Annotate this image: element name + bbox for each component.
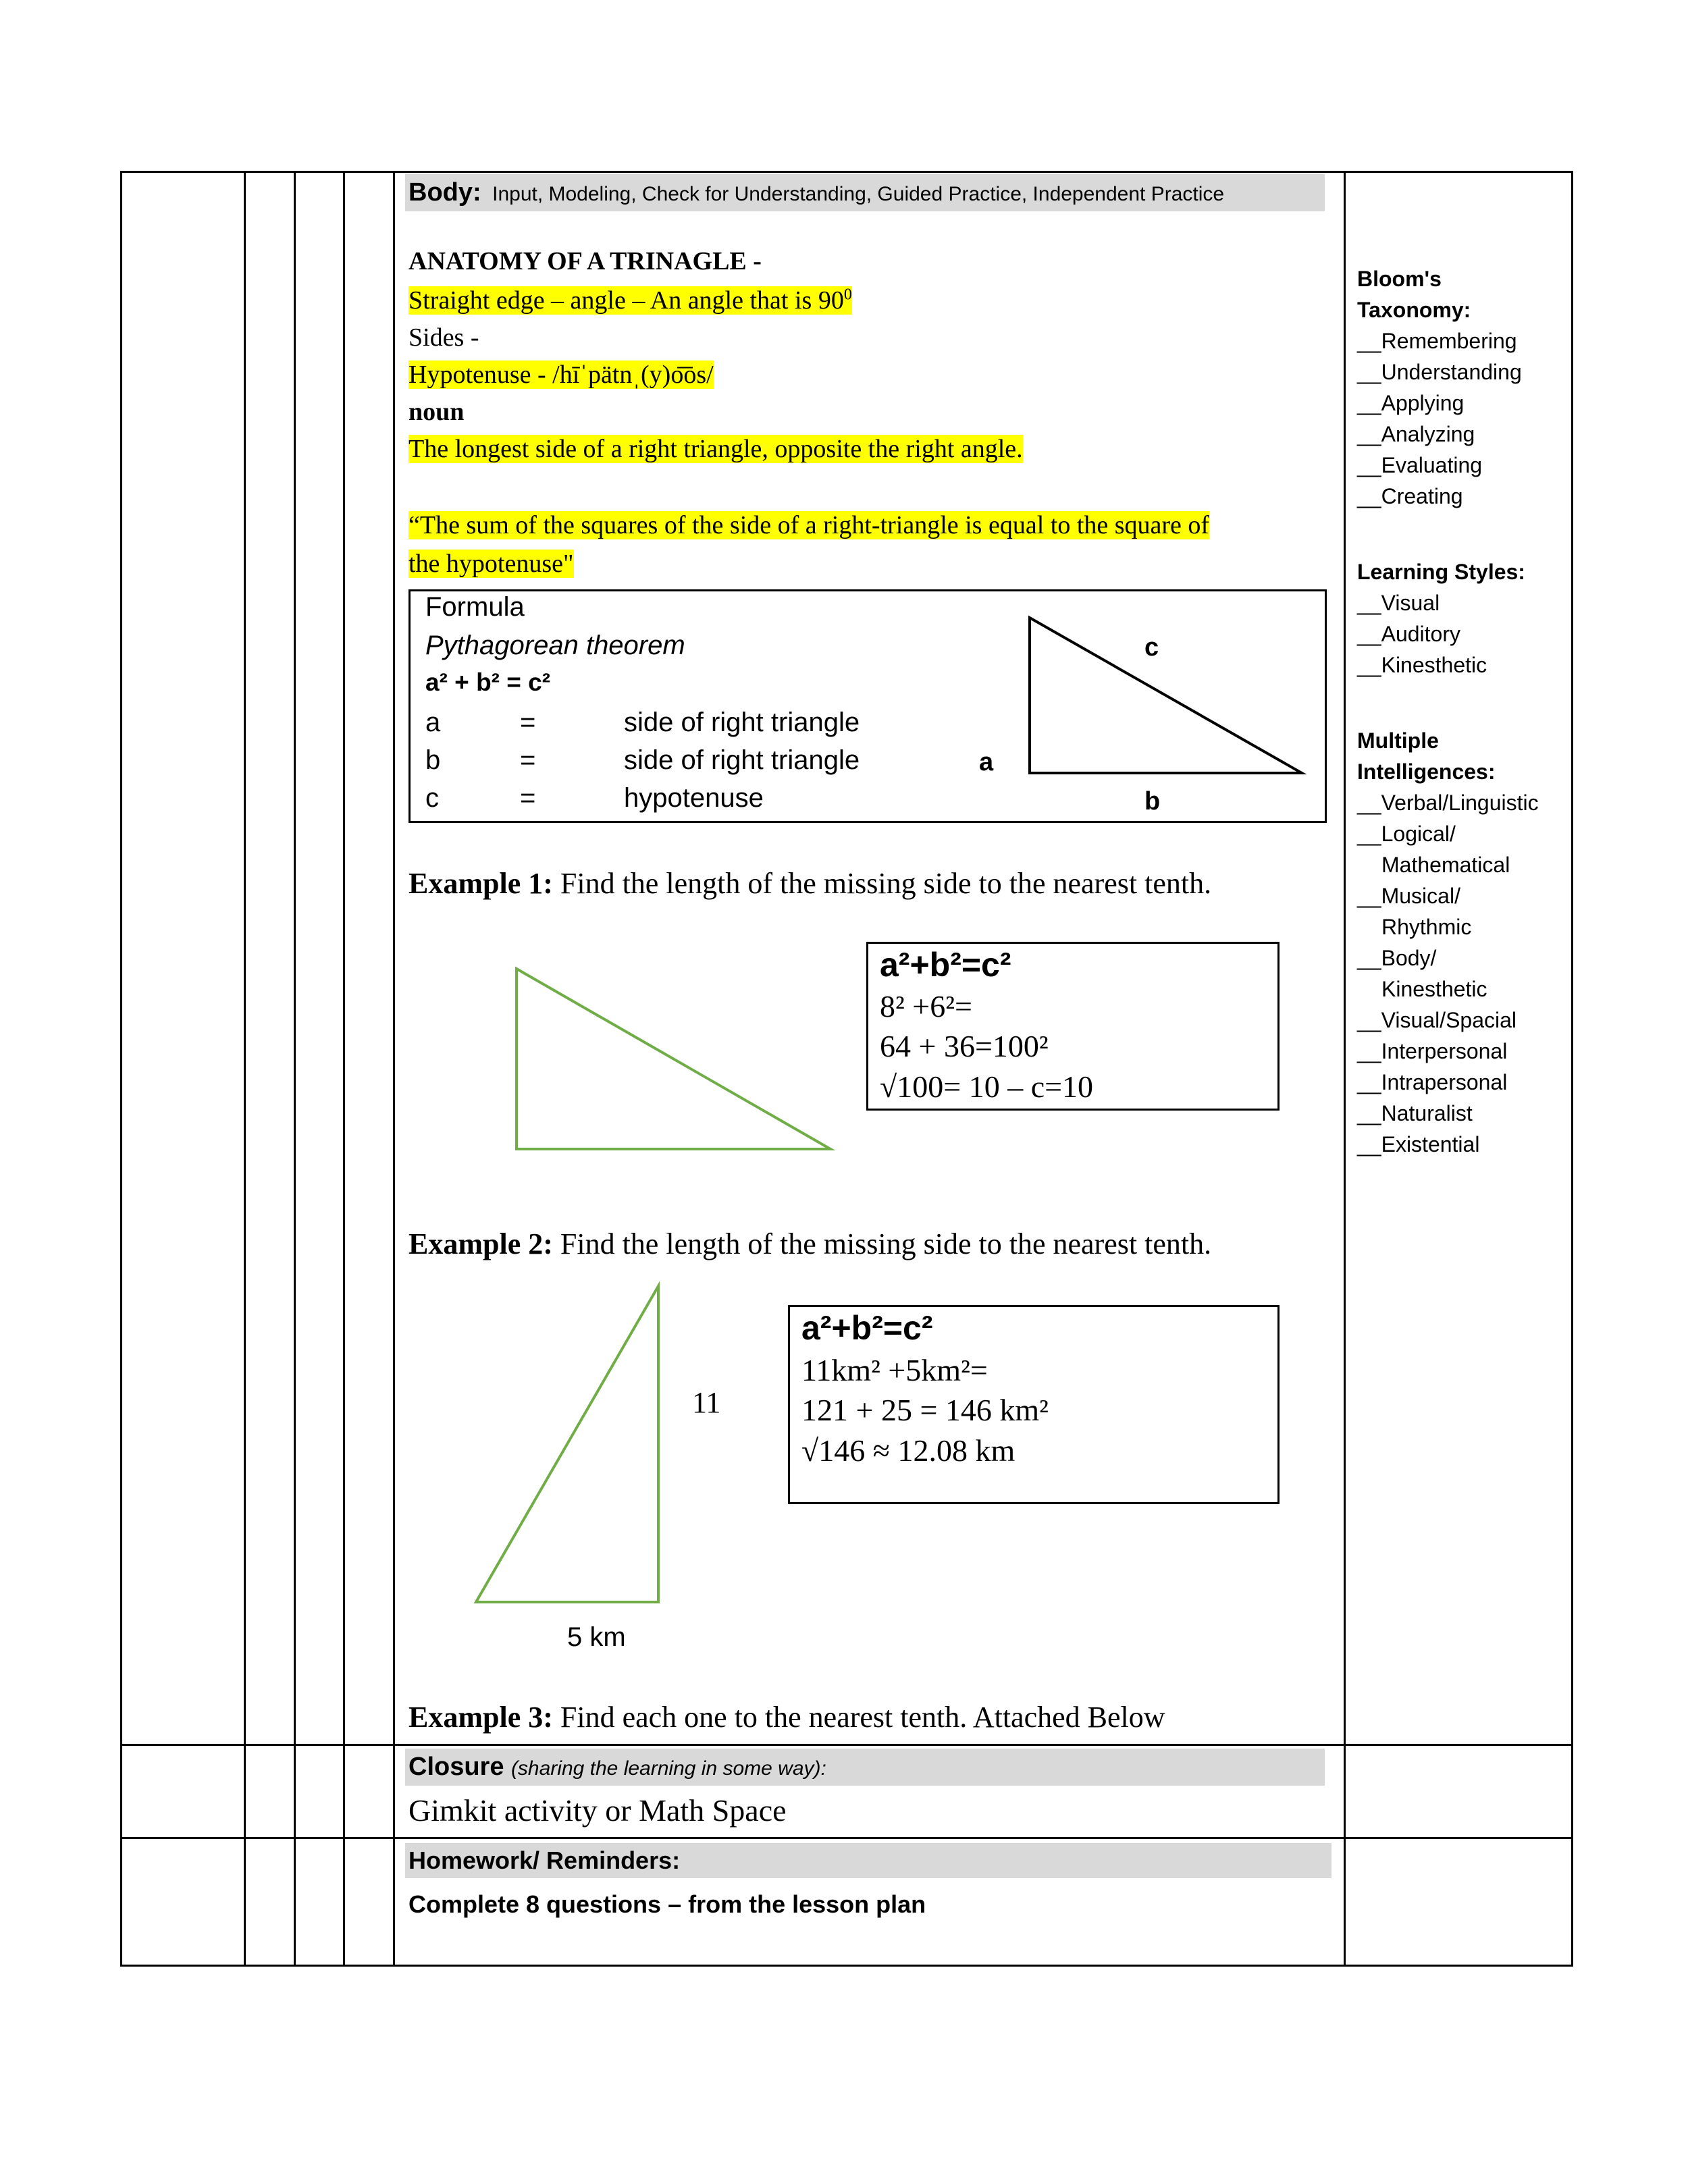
example1-label: Example 1: [408,867,553,900]
mi-naturalist: __Naturalist [1357,1101,1473,1125]
table-bottom-border [120,1965,1573,1967]
body-label: Body: [408,178,481,207]
table-col-border-4 [343,171,345,1967]
formula-row-a-desc: side of right triangle [624,708,860,737]
example2-base-label: 5 km [567,1622,626,1652]
noun-label: noun [408,398,465,426]
hypotenuse-pronunciation: Hypotenuse - /hīˈpätnˌ(y)o͞os/ [408,361,714,389]
blooms-title: Bloom's Taxonomy: [1357,267,1471,322]
body-header [408,174,1224,211]
definition-line [408,434,1023,464]
mi-intrapersonal: __Intrapersonal [1357,1070,1508,1094]
example2-text: Find the length of the missing side to the nearest tenth. [560,1227,1212,1260]
mi-logical: __Logical/ [1357,822,1456,846]
example2-work-line-4: √146 ≈ 12.08 km [801,1433,1016,1468]
example1-work-line-4: √100= 10 – c=10 [880,1069,1094,1104]
blooms-evaluating: __Evaluating [1357,453,1483,477]
formula-triangle-shape [1030,618,1302,773]
quote-text-2: the hypotenuse" [408,550,574,578]
mi-rhythmic: Rhythmic [1381,915,1472,939]
formula-row-c-var: c [425,783,439,813]
example2-label: Example 2: [408,1227,553,1260]
styles-kinesthetic: __Kinesthetic [1357,653,1487,677]
closure-text: Gimkit activity or Math Space [408,1793,787,1828]
row-divider-homework [120,1837,1573,1839]
formula-triangle [1013,608,1317,790]
example2-work-line-1: a²+b²=c² [801,1309,933,1347]
example2-line [408,1227,1211,1261]
straight-edge-line [408,286,852,315]
styles-auditory: __Auditory [1357,622,1460,646]
example3-text: Find each one to the nearest tenth. Attached Below [560,1701,1165,1734]
formula-theorem: Pythagorean theorem [425,631,685,660]
quote-line-1 [408,510,1209,540]
blooms-understanding: __Understanding [1357,360,1522,384]
blooms-analyzing: __Analyzing [1357,422,1475,446]
sides-line: Sides - [408,323,479,352]
homework-text: Complete 8 questions – from the lesson plan [408,1890,926,1918]
formula-title: Formula [425,592,525,622]
mi-mathematical: Mathematical [1381,853,1510,877]
row-divider-closure [120,1744,1573,1746]
tri-label-a: a [979,748,994,776]
tri-label-c: c [1144,633,1159,662]
example2-work-line-2: 11km² +5km²= [801,1353,988,1387]
formula-row-b-var: b [425,745,441,775]
example1-work-line-3: 64 + 36=100² [880,1029,1049,1063]
table-col-border-3 [294,171,296,1967]
hypotenuse-definition: The longest side of a right triangle, opposite the right angle. [408,435,1023,463]
formula-row-c-eq: = [520,783,536,813]
mi-kinesthetic: Kinesthetic [1381,977,1487,1001]
mi-musical: __Musical/ [1357,884,1460,908]
mi-verbal: __Verbal/Linguistic [1357,791,1539,815]
table-top-border [120,171,1573,173]
degree-sup: 0 [843,286,852,304]
formula-row-b-eq: = [520,745,536,775]
styles-visual: __Visual [1357,591,1440,615]
formula-row-b-desc: side of right triangle [624,745,860,775]
example1-triangle-shape [517,969,830,1149]
mi-existential: __Existential [1357,1132,1480,1156]
closure-header [408,1749,826,1786]
formula-row-a-var: a [425,708,441,737]
example2-side-label: 11 [692,1386,721,1419]
example1-triangle [500,952,851,1154]
closure-label: Closure [408,1753,504,1781]
example3-label: Example 3: [408,1701,553,1734]
formula-row-c-desc: hypotenuse [624,783,764,813]
table-col-border-6 [1344,171,1346,1967]
table-col-border-1 [120,171,122,1967]
hypotenuse-line [408,360,714,390]
blooms-applying: __Applying [1357,391,1465,415]
mi-body: __Body/ [1357,946,1437,970]
body-description: Input, Modeling, Check for Understanding, Guided Practice, Independent Practice [492,183,1225,205]
table-col-border-2 [244,171,246,1967]
tri-label-b: b [1144,787,1161,816]
example2-work-line-3: 121 + 25 = 146 km² [801,1393,1049,1427]
mi-title: Multiple Intelligences: [1357,728,1496,784]
example3-line [408,1700,1165,1734]
table-col-border-7 [1571,171,1573,1967]
quote-text-1: “The sum of the squares of the side of a right-triangle is equal to the square of [408,511,1210,539]
blooms-remembering: __Remembering [1357,329,1517,353]
sidebar [1357,263,1566,1160]
formula-equation: a² + b² = c² [425,668,551,696]
table-col-border-5 [393,171,395,1967]
anatomy-title: ANATOMY OF A TRINAGLE - [408,247,762,275]
straight-edge-text: Straight edge – angle – An angle that is 90 [408,286,844,315]
example2-triangle-shape [476,1286,658,1602]
formula-row-a-eq: = [520,708,536,737]
mi-interpersonal: __Interpersonal [1357,1039,1508,1063]
mi-visual-spacial: __Visual/Spacial [1357,1008,1517,1032]
example1-text: Find the length of the missing side to the nearest tenth. [560,867,1212,900]
example1-work-line-1: a²+b²=c² [880,946,1011,984]
example1-line [408,866,1211,901]
homework-label: Homework/ Reminders: [408,1846,681,1874]
blooms-creating: __Creating [1357,484,1463,508]
example2-triangle [466,1276,682,1614]
styles-title: Learning Styles: [1357,560,1525,584]
closure-note: (sharing the learning in some way): [510,1757,826,1780]
example1-work-line-2: 8² +6²= [880,989,972,1023]
quote-line-2 [408,549,574,579]
